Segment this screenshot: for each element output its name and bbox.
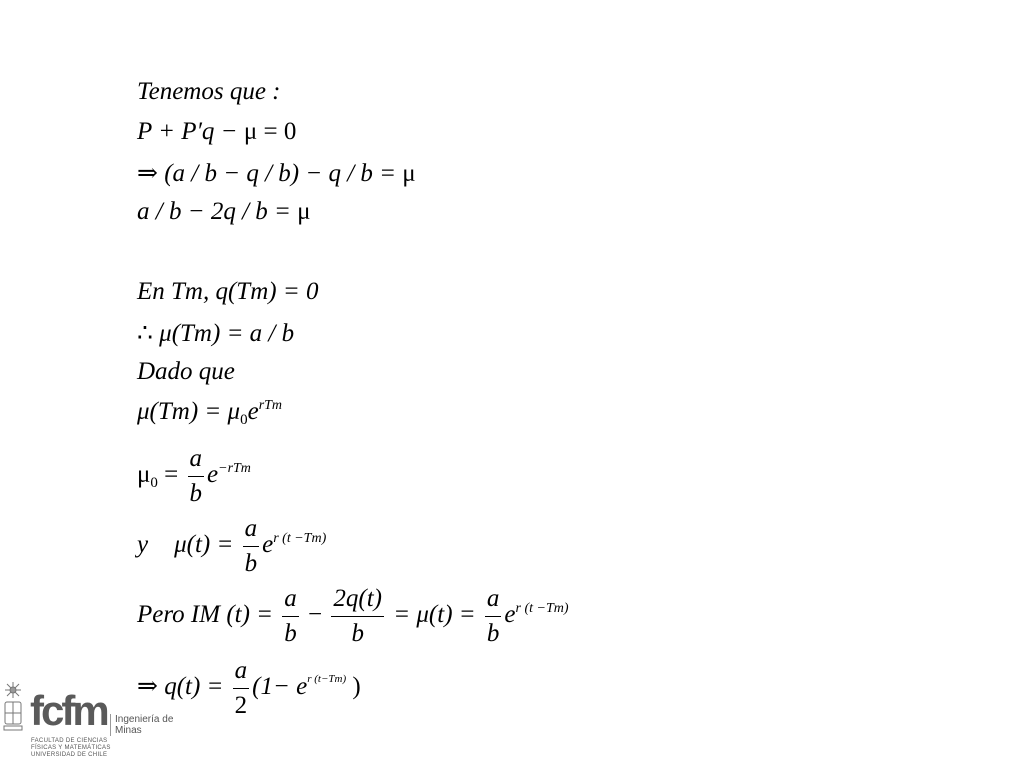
- fraction-a-over-b: [243, 514, 260, 579]
- university-crest-icon: [2, 680, 24, 740]
- exp-base: e: [504, 601, 516, 629]
- eq6-left: μ(Tm) = μ: [137, 398, 241, 425]
- denominator: 2: [234, 692, 248, 719]
- eq10-paren: (1− e: [252, 673, 308, 701]
- fraction-a-over-b: [485, 584, 502, 649]
- therefore-symbol: ∴: [137, 320, 160, 347]
- text-y: y: [137, 531, 149, 559]
- eq10-close: ): [346, 673, 361, 701]
- fraction-a-over-b: [188, 444, 205, 509]
- eq9-middle: = μ(t) =: [387, 601, 482, 629]
- fraction-a-over-2: [233, 656, 250, 721]
- eq4-text: En Tm, q(Tm) = 0: [137, 278, 319, 305]
- eq9-left: Pero IM (t) =: [137, 601, 280, 629]
- numerator: a: [485, 584, 502, 617]
- mu-symbol: μ: [297, 198, 311, 225]
- mu-symbol: μ: [137, 461, 151, 489]
- line-tenemos-que: [137, 78, 281, 106]
- exponent: rTm: [258, 398, 283, 413]
- exp-base: e: [247, 398, 259, 425]
- denominator: b: [486, 620, 500, 647]
- equation-8: [137, 514, 326, 579]
- exponent: r (t−Tm): [307, 673, 347, 686]
- numerator: a: [233, 656, 250, 689]
- faculty-name: [31, 738, 111, 759]
- exp-base: e: [207, 461, 219, 489]
- mu-symbol: μ: [243, 118, 258, 145]
- denominator: b: [351, 620, 364, 647]
- numerator: a: [188, 444, 205, 477]
- minus: −: [301, 601, 329, 629]
- denominator: b: [284, 620, 297, 647]
- subscript-zero: 0: [240, 412, 248, 428]
- eq10-left: ⇒ q(t) =: [137, 673, 230, 701]
- denominator: b: [244, 550, 258, 577]
- equation-4: [137, 278, 318, 306]
- fcfm-logo: [0, 680, 200, 768]
- text-tenemos-que: Tenemos que :: [137, 78, 281, 105]
- equation-3: [137, 198, 311, 226]
- equation-1: [137, 118, 296, 146]
- department-name: Ingeniería de Minas: [110, 714, 200, 736]
- numerator: a: [243, 514, 260, 547]
- exponent: r (t −Tm): [515, 601, 569, 617]
- exponent: −rTm: [218, 461, 251, 477]
- equation-6: [137, 398, 282, 429]
- fraction-a-over-b: [282, 584, 299, 649]
- equals: =: [157, 461, 185, 489]
- brand-logo-text: fcfm: [30, 687, 107, 734]
- faculty-line-3: UNIVERSIDAD DE CHILE: [31, 752, 108, 758]
- fraction-2q-over-b: [331, 584, 384, 649]
- eq2-left: ⇒ (a / b − q / b) − q / b =: [137, 160, 403, 187]
- numerator: a: [282, 584, 299, 617]
- equation-2: [137, 158, 416, 188]
- eq5-text: μ(Tm) = a / b: [159, 320, 295, 347]
- eq3-left: a / b − 2q / b =: [137, 198, 298, 225]
- text-dado-que: Dado que: [137, 358, 235, 385]
- exp-base: e: [262, 531, 274, 559]
- equation-5: [137, 318, 294, 348]
- eq8-left: μ(t) =: [174, 531, 240, 559]
- faculty-line-2: FÍSICAS Y MATEMÁTICAS: [31, 745, 111, 751]
- eq1-left: P + P′q −: [137, 118, 244, 145]
- exponent: r (t −Tm): [273, 531, 327, 547]
- denominator: b: [189, 480, 203, 507]
- subscript-zero: 0: [150, 475, 158, 492]
- faculty-line-1: FACULTAD DE CIENCIAS: [31, 738, 108, 744]
- numerator: 2q(t): [331, 584, 384, 617]
- line-dado-que: [137, 358, 235, 386]
- mu-symbol: μ: [402, 160, 416, 187]
- equation-9: [137, 584, 569, 649]
- equation-7: [137, 444, 251, 509]
- eq1-right: = 0: [257, 118, 297, 145]
